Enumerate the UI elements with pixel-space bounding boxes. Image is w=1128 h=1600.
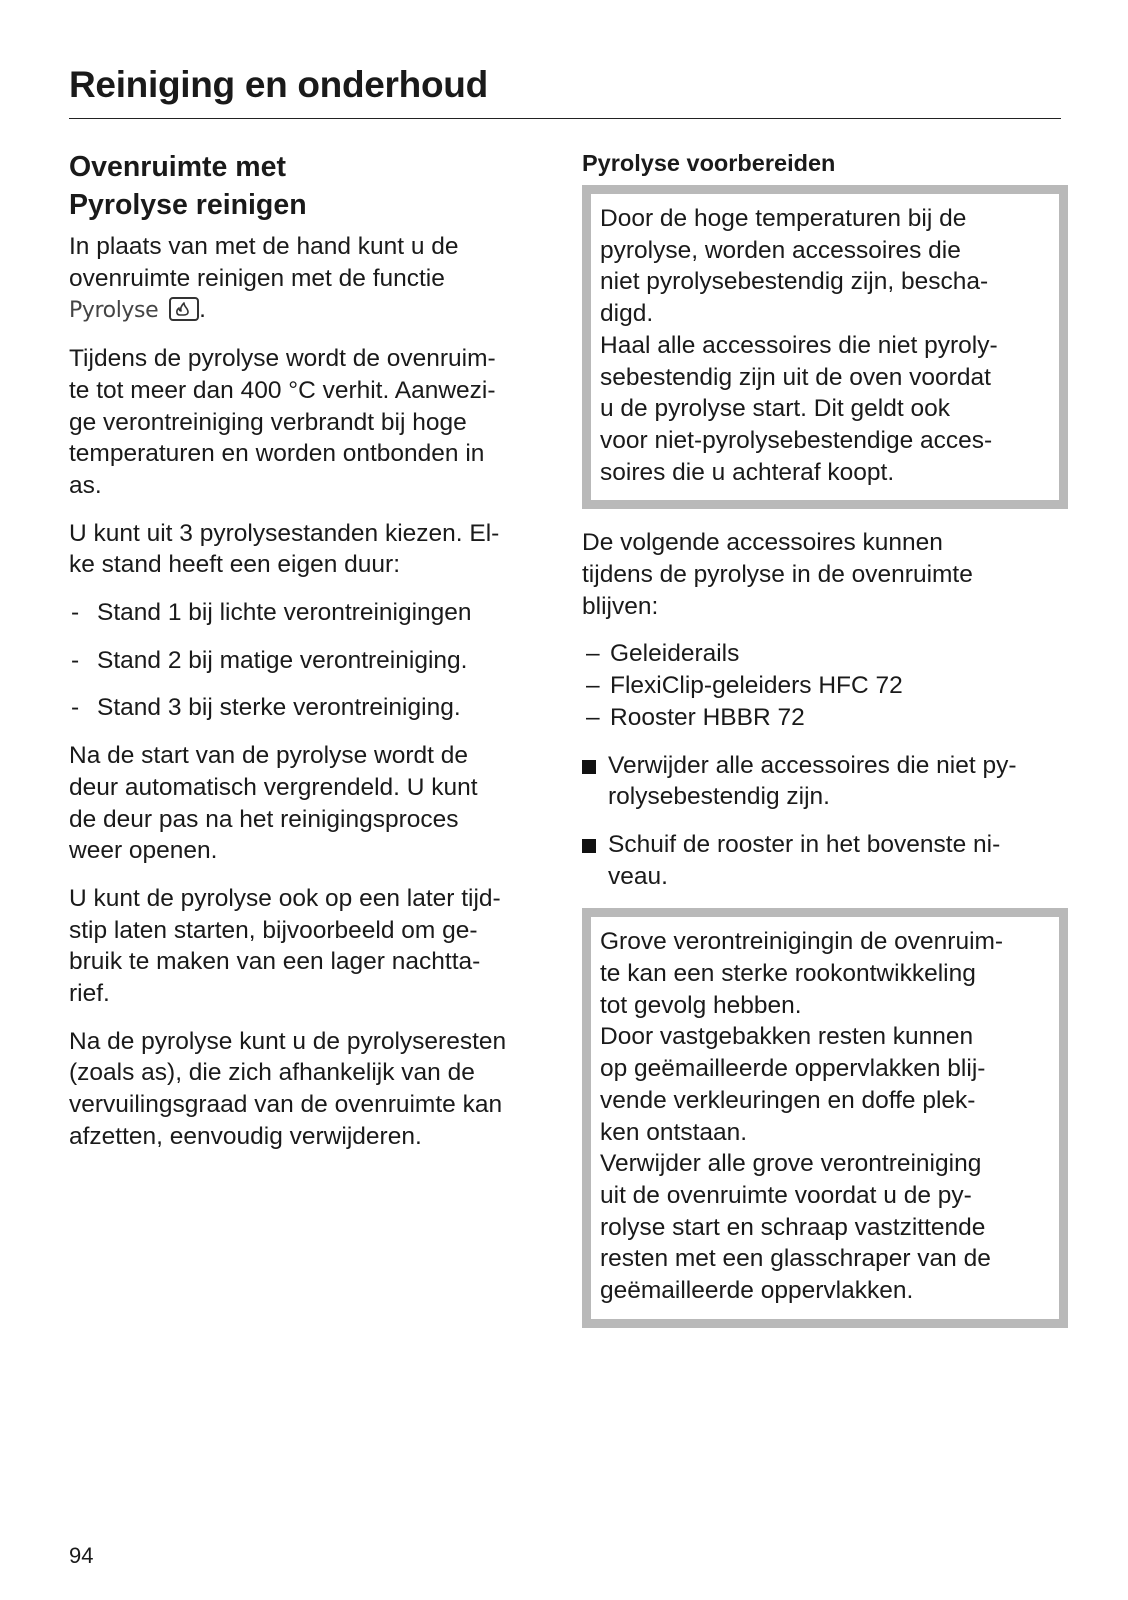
text-line: Schuif de rooster in het bovenste ni- xyxy=(608,830,1001,858)
pyrolysis-icon xyxy=(169,297,199,321)
text-line: vende verkleuringen en doffe plek- xyxy=(600,1086,976,1114)
accessory-2: FlexiClip-geleiders HFC 72 xyxy=(610,672,903,700)
right-column xyxy=(582,148,1068,1346)
text-line: (zoals as), die zich afhankelijk van de xyxy=(69,1059,475,1087)
text-line: vervuilingsgraad van de ovenruimte kan xyxy=(69,1091,503,1119)
text-line: op geëmailleerde oppervlakken blij- xyxy=(600,1055,986,1083)
text-line: te tot meer dan 400 °C verhit. Aanwezi- xyxy=(69,376,496,404)
function-name: Pyrolyse xyxy=(69,298,159,324)
text-line: uit de ovenruimte voordat u de py- xyxy=(600,1181,972,1209)
accessory-1: Geleiderails xyxy=(610,640,740,668)
list-item: – Rooster HBBR 72 xyxy=(586,703,805,731)
list-item: – FlexiClip-geleiders HFC 72 xyxy=(586,672,903,700)
title-divider xyxy=(69,118,1061,119)
paragraph-accessories-intro xyxy=(582,527,1068,622)
intro-paragraph xyxy=(69,231,559,327)
text-line: Grove verontreinigingin de ovenruim- xyxy=(600,928,1004,956)
text-line: voor niet-pyrolysebestendige acces- xyxy=(600,426,993,454)
text-line: Haal alle accessoires die niet pyroly- xyxy=(600,331,998,359)
level-1: Stand 1 bij lichte verontreinigingen xyxy=(97,599,472,627)
square-bullet-icon xyxy=(582,760,596,774)
text-line: rolyse start en schraap vastzittende xyxy=(600,1213,986,1241)
text-line: tijdens de pyrolyse in de ovenruimte xyxy=(582,561,973,589)
subheading-preparation: Pyrolyse voorbereiden xyxy=(582,150,836,176)
text-line: weer openen. xyxy=(69,837,218,865)
accessory-3: Rooster HBBR 72 xyxy=(610,703,805,731)
paragraph-delayed-start xyxy=(69,883,559,1010)
intro-end: . xyxy=(199,296,206,324)
list-item: - Stand 3 bij sterke verontreiniging. xyxy=(71,694,461,722)
text-line: blijven: xyxy=(582,592,659,620)
page-title: Reiniging en onderhoud xyxy=(69,64,488,105)
square-bullet-icon xyxy=(582,839,596,853)
warning-box-accessories xyxy=(582,185,1068,509)
text-line: bruik te maken van een lager nachtta- xyxy=(69,948,481,976)
list-item: - Stand 2 bij matige verontreiniging. xyxy=(71,646,468,674)
text-line: niet pyrolysebestendig zijn, bescha- xyxy=(600,268,989,296)
text-line: digd. xyxy=(600,300,654,328)
text-line: soires die u achteraf koopt. xyxy=(600,458,895,486)
section-heading-line2: Pyrolyse reinigen xyxy=(69,189,307,221)
text-line: Na de start van de pyrolyse wordt de xyxy=(69,742,469,770)
text-line: ge verontreiniging verbrandt bij hoge xyxy=(69,408,467,436)
text-line: veau. xyxy=(608,862,668,890)
step-position-rack xyxy=(582,829,1068,892)
text-line: resten met een glasschraper van de xyxy=(600,1245,991,1273)
text-line: temperaturen en worden ontbonden in xyxy=(69,440,485,468)
warning-text xyxy=(600,203,1050,488)
section-heading xyxy=(69,148,559,224)
step-text xyxy=(608,750,1068,813)
text-line: Door de hoge temperaturen bij de xyxy=(600,205,967,232)
list-item: – Geleiderails xyxy=(586,640,740,668)
level-3: Stand 3 bij sterke verontreiniging. xyxy=(97,694,461,722)
warning-text xyxy=(600,926,1050,1306)
text-line: stip laten starten, bijvoorbeeld om ge- xyxy=(69,916,478,944)
text-line: rolysebestendig zijn. xyxy=(608,783,830,811)
text-line: Door vastgebakken resten kunnen xyxy=(600,1023,974,1051)
paragraph-residue xyxy=(69,1026,559,1153)
step-remove-accessories xyxy=(582,750,1068,813)
text-line: rief. xyxy=(69,980,110,1008)
text-line: tot gevolg hebben. xyxy=(600,991,802,1019)
text-line: as. xyxy=(69,471,102,499)
warning-box-soiling xyxy=(582,908,1068,1327)
text-line: de deur pas na het reinigingsproces xyxy=(69,805,459,833)
text-line: ken ontstaan. xyxy=(600,1118,748,1146)
paragraph-levels xyxy=(69,518,559,581)
text-line: pyrolyse, worden accessoires die xyxy=(600,236,961,264)
accessories-list xyxy=(582,638,1068,733)
text-line: ke stand heeft een eigen duur: xyxy=(69,551,401,579)
text-line: te kan een sterke rookontwikkeling xyxy=(600,960,976,988)
intro-line-2: ovenruimte reinigen met de functie xyxy=(69,264,445,292)
list-item: - Stand 1 bij lichte verontreinigingen xyxy=(71,599,472,627)
paragraph-door-lock xyxy=(69,740,559,867)
left-column xyxy=(69,148,559,1169)
text-line: geëmailleerde oppervlakken. xyxy=(600,1277,914,1305)
intro-line-1: In plaats van met de hand kunt u de xyxy=(69,233,459,260)
text-line: Tijdens de pyrolyse wordt de ovenruim- xyxy=(69,345,496,373)
text-line: deur automatisch vergrendeld. U kunt xyxy=(69,773,478,801)
text-line: De volgende accessoires kunnen xyxy=(582,529,943,557)
text-line: u de pyrolyse start. Dit geldt ook xyxy=(600,395,950,423)
text-line: sebestendig zijn uit de oven voordat xyxy=(600,363,991,391)
text-line: afzetten, eenvoudig verwijderen. xyxy=(69,1122,422,1150)
text-line: Na de pyrolyse kunt u de pyrolyseresten xyxy=(69,1027,507,1055)
text-line: Verwijder alle grove verontreiniging xyxy=(600,1150,982,1178)
step-text xyxy=(608,829,1068,892)
paragraph-heating xyxy=(69,343,559,502)
text-line: U kunt uit 3 pyrolysestanden kiezen. El- xyxy=(69,519,500,547)
page-number: 94 xyxy=(69,1543,94,1568)
section-heading-line1: Ovenruimte met xyxy=(69,151,286,183)
levels-list xyxy=(69,597,559,724)
level-2: Stand 2 bij matige verontreiniging. xyxy=(97,646,468,674)
text-line: Verwijder alle accessoires die niet py- xyxy=(608,751,1017,779)
text-line: U kunt de pyrolyse ook op een later tijd- xyxy=(69,884,501,912)
